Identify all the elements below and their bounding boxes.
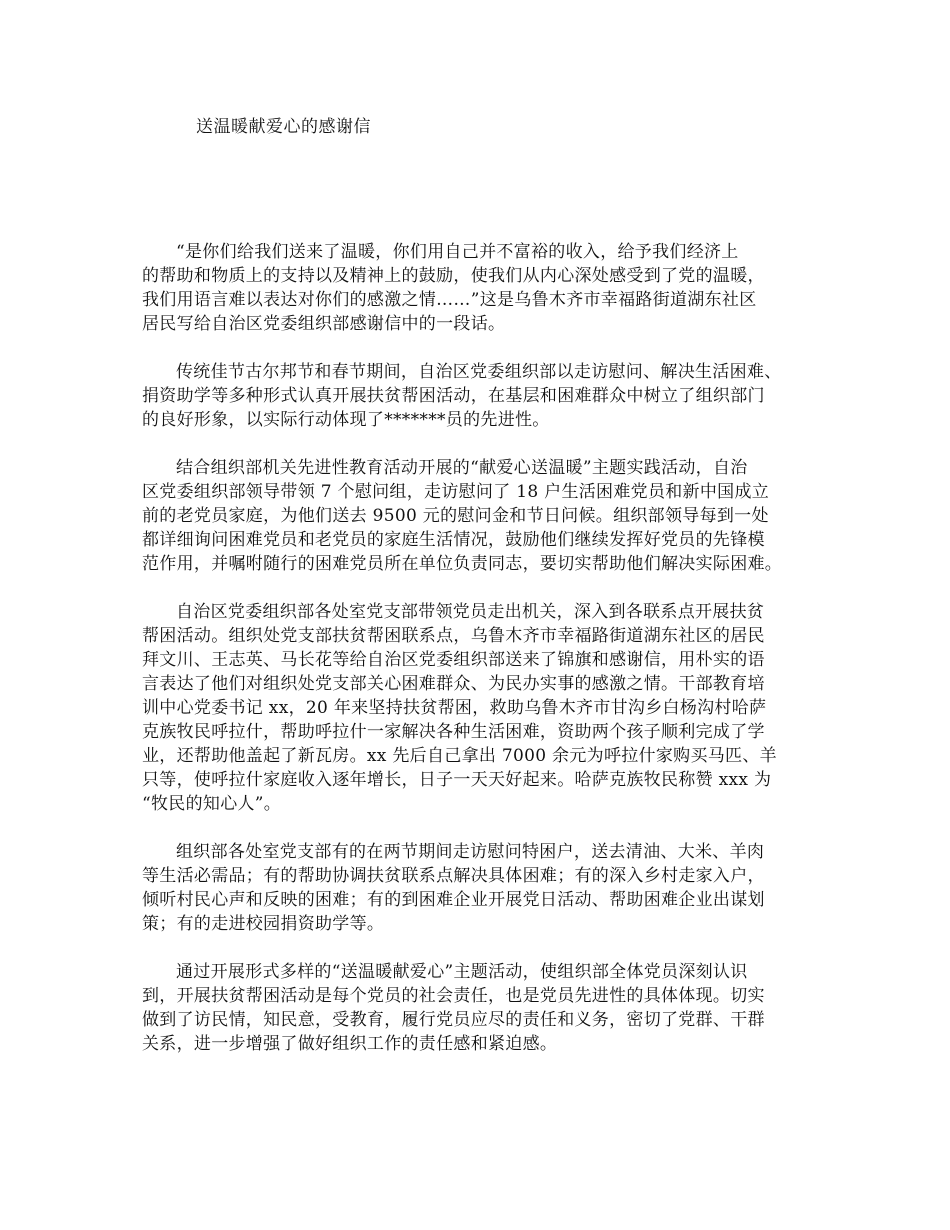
text-line: “牧民的知心人”。 [142, 794, 282, 814]
document-title: 送温暖献爱心的感谢信 [196, 117, 371, 137]
text-line: 组织部各处室党支部有的在两节期间走访慰问特困户，送去清油、大米、羊肉 [176, 842, 765, 862]
text-line: 自治区党委组织部各处室党支部带领党员走出机关，深入到各联系点开展扶贫 [176, 602, 765, 622]
text-line: 做到了访民情，知民意，受教育，履行党员应尽的责任和义务，密切了党群、干群 [142, 1010, 765, 1030]
text-line: 倾听村民心声和反映的困难；有的到困难企业开展党日活动、帮助困难企业出谋划 [142, 890, 765, 910]
paragraph [142, 600, 814, 816]
text-line: 只等，使呼拉什家庭收入逐年增长，日子一天天好起来。哈萨克族牧民称赞 xxx 为 [142, 770, 772, 790]
text-line: 关系，进一步增强了做好组织工作的责任感和紧迫感。 [142, 1034, 558, 1054]
text-line: 前的老党员家庭，为他们送去 9500 元的慰问金和节日问候。组织部领导每到一处 [142, 506, 769, 526]
text-line: 范作用，并嘱咐随行的困难党员所在单位负责同志，要切实帮助他们解决实际困难。 [142, 554, 783, 574]
text-line: 克族牧民呼拉什，帮助呼拉什一家解决各种生活困难，资助两个孩子顺利完成了学 [142, 722, 765, 742]
text-line: 等生活必需品；有的帮助协调扶贫联系点解决具体困难；有的深入乡村走家入户， [142, 866, 765, 886]
text-line: 通过开展形式多样的“送温暖献爱心”主题活动，使组织部全体党员深刻认识 [176, 962, 748, 982]
text-line: 到，开展扶贫帮困活动是每个党员的社会责任，也是党员先进性的具体体现。切实 [142, 986, 765, 1006]
paragraph [142, 360, 814, 432]
text-line: 的帮助和物质上的支持以及精神上的鼓励，使我们从内心深处感受到了党的温暖， [142, 266, 765, 286]
paragraph [142, 960, 814, 1056]
text-line: 结合组织部机关先进性教育活动开展的“献爱心送温暖”主题实践活动，自治 [176, 458, 748, 478]
text-line: 区党委组织部领导带领 7 个慰问组，走访慰问了 18 户生活困难党员和新中国成立 [142, 482, 770, 502]
text-line: 业，还帮助他盖起了新瓦房。xx 先后自己拿出 7000 余元为呼拉什家购买马匹、羊 [142, 746, 777, 766]
text-line: 传统佳节古尔邦节和春节期间，自治区党委组织部以走访慰问、解决生活困难、 [176, 362, 782, 382]
text-line: 策；有的走进校园捐资助学等。 [142, 914, 385, 934]
text-line: 捐资助学等多种形式认真开展扶贫帮困活动，在基层和困难群众中树立了组织部门 [142, 386, 765, 406]
text-line: 拜文川、王志英、马长花等给自治区党委组织部送来了锦旗和感谢信，用朴实的语 [142, 650, 765, 670]
text-line: 都详细询问困难党员和老党员的家庭生活情况，鼓励他们继续发挥好党员的先锋模 [142, 530, 765, 550]
paragraph [142, 456, 814, 576]
paragraph [142, 240, 814, 336]
letter-body [142, 240, 814, 1080]
text-line: 我们用语言难以表达对你们的感激之情……”这是乌鲁木齐市幸福路街道湖东社区 [142, 290, 757, 310]
text-line: 居民写给自治区党委组织部感谢信中的一段话。 [142, 314, 506, 334]
text-line: 帮困活动。组织处党支部扶贫帮困联系点，乌鲁木齐市幸福路街道湖东社区的居民 [142, 626, 765, 646]
text-line: 言表达了他们对组织处党支部关心困难群众、为民办实事的感激之情。干部教育培 [142, 674, 765, 694]
text-line: 的良好形象，以实际行动体现了*******员的先进性。 [142, 410, 550, 430]
text-line: “是你们给我们送来了温暖，你们用自己并不富裕的收入，给予我们经济上 [176, 242, 739, 262]
paragraph [142, 840, 814, 936]
text-line: 训中心党委书记 xx，20 年来坚持扶贫帮困，救助乌鲁木齐市甘沟乡白杨沟村哈萨 [142, 698, 767, 718]
